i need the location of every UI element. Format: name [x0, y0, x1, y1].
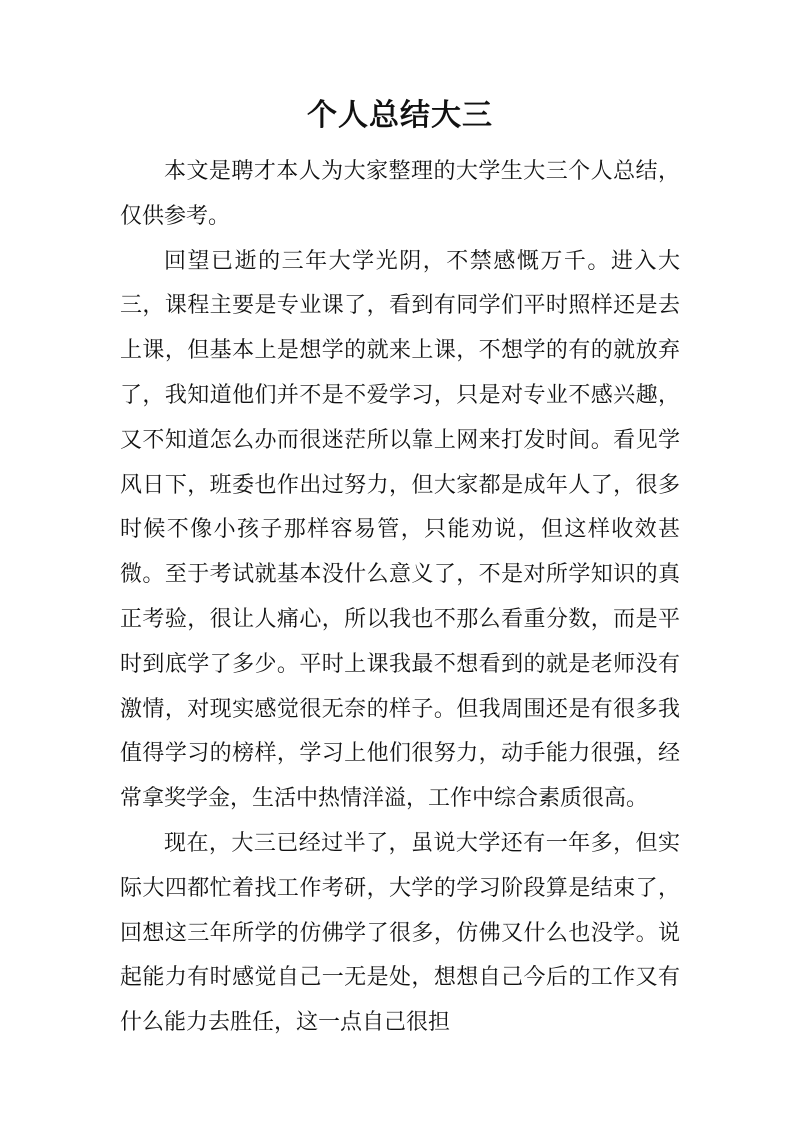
paragraph-review: 回望已逝的三年大学光阴，不禁感慨万千。进入大三，课程主要是专业课了，看到有同学们平时照样还是去上课，但基本上是想学的就来上课，不想学的有的就放弃了，我知道他们并不是不爱学习，只是对专业不感兴趣，又不知道怎么办而很迷茫所以靠上网来打发时间。看见学风日下，班委也作出过努力，但大家都是成年人了，很多时候不像小孩子那样容易管，只能劝说，但这样收效甚微。至于考试就基本没什么意义了，不是对所学知识的真正考验，很让人痛心，所以我也不那么看重分数，而是平时到底学了多少。平时上课我最不想看到的就是老师没有激情，对现实感觉很无奈的样子。但我周围还是有很多我值得学习的榜样，学习上他们很努力，动手能力很强，经常拿奖学金，生活中热情洋溢，工作中综合素质很高。	[120, 248, 680, 812]
document-body	[120, 150, 680, 1046]
paragraph-intro: 本文是聘才本人为大家整理的大学生大三个人总结，仅供参考。	[120, 159, 680, 229]
document-title: 个人总结大三	[307, 98, 493, 133]
paragraph-present: 现在，大三已经过半了，虽说大学还有一年多，但实际大四都忙着找工作考研，大学的学习阶段算是结束了，回想这三年所学的仿佛学了很多，仿佛又什么也没学。说起能力有时感觉自己一无是处，想想自己今后的工作又有什么能力去胜任，这一点自己很担	[120, 830, 680, 1036]
